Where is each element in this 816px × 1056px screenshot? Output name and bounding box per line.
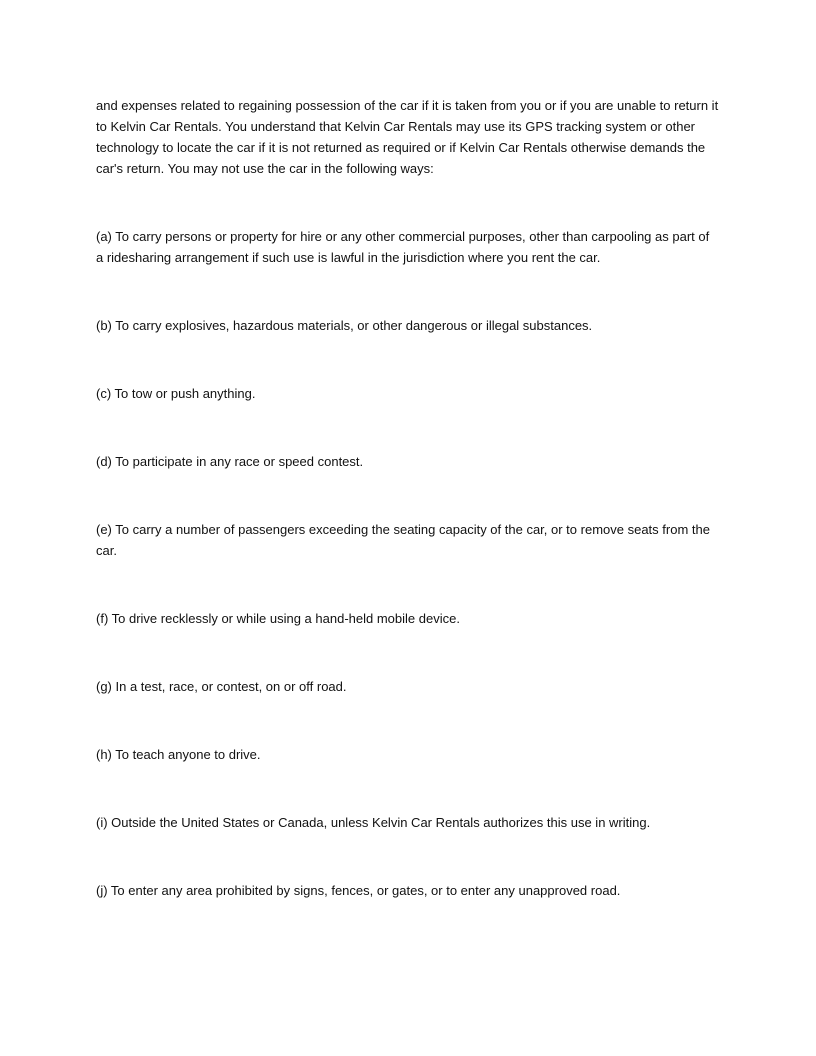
restriction-item-a: (a) To carry persons or property for hire or any other commercial purposes, other than carpooling as part of a ridesharing arrangement if such use is lawful in the jurisdiction where you rent the car. [96, 229, 710, 265]
restriction-item-c: (c) To tow or push anything. [96, 386, 256, 401]
document-body [96, 95, 720, 901]
restriction-item-g: (g) In a test, race, or contest, on or off road. [96, 679, 347, 694]
intro-paragraph: and expenses related to regaining possession of the car if it is taken from you or if you are unable to return it to Kelvin Car Rentals. You understand that Kelvin Car Rentals may use its GPS tracking system or other technology to locate the car if it is not returned as required or if Kelvin Car Rentals otherwise demands the car's return. You may not use the car in the following ways: [96, 98, 719, 176]
restriction-item-b: (b) To carry explosives, hazardous materials, or other dangerous or illegal substances. [96, 318, 593, 333]
restriction-item-h: (h) To teach anyone to drive. [96, 747, 261, 762]
restriction-item-j: (j) To enter any area prohibited by signs, fences, or gates, or to enter any unapproved road. [96, 883, 621, 898]
restriction-item-i: (i) Outside the United States or Canada, unless Kelvin Car Rentals authorizes this use in writing. [96, 815, 651, 830]
restriction-item-d: (d) To participate in any race or speed contest. [96, 454, 364, 469]
restriction-item-f: (f) To drive recklessly or while using a hand-held mobile device. [96, 611, 460, 626]
restriction-item-e: (e) To carry a number of passengers exceeding the seating capacity of the car, or to remove seats from the car. [96, 522, 710, 558]
